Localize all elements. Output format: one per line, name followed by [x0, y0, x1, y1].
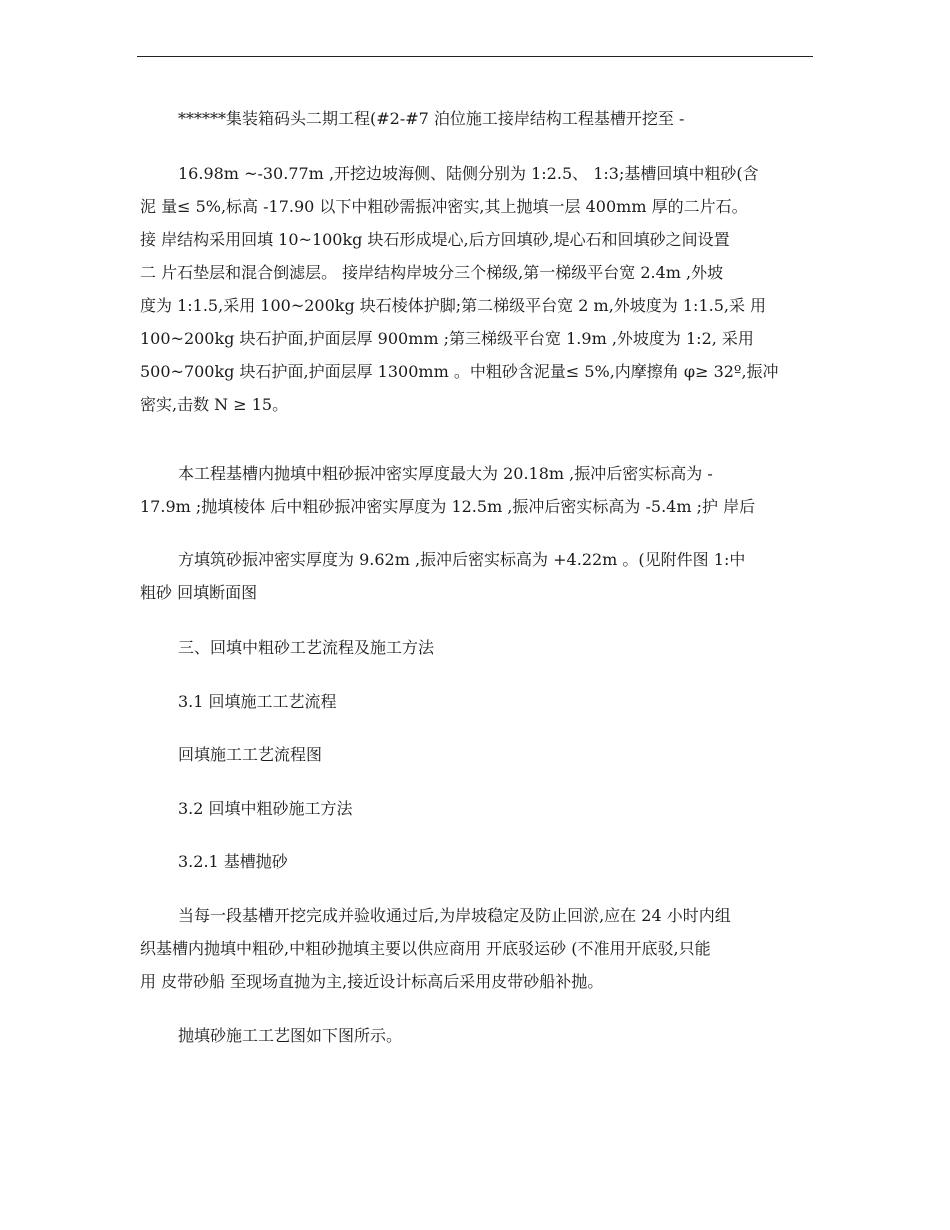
text-line: 织基槽内抛填中粗砂,中粗砂抛填主要以供应商用 开底驳运砂 (不准用开底驳,只能: [140, 939, 711, 958]
heading-text: 3.1 回填施工工艺流程: [178, 692, 337, 711]
heading-text: 三、回填中粗砂工艺流程及施工方法: [178, 638, 435, 657]
text-line: 度为 1:1.5,采用 100~200kg 块石棱体护脚;第二梯级平台宽 2 m,外坡度为 1:1.5,采 用: [140, 296, 767, 315]
text-line: 用 皮带砂船 至现场直抛为主,接近设计标高后采用皮带砂船补抛。: [140, 972, 604, 991]
text-line: 抛填砂施工工艺图如下图所示。: [178, 1026, 403, 1045]
paragraph-4: [140, 543, 810, 609]
text-line: 100~200kg 块石护面,护面层厚 900mm ;第三梯级平台宽 1.9m ,外坡度为 1:2, 采用: [140, 329, 754, 348]
text-line: 粗砂 回填断面图: [140, 583, 258, 602]
text-line: 16.98m ~-30.77m ,开挖边坡海侧、陆侧分别为 1:2.5、 1:3;基槽回填中粗砂(含: [178, 164, 759, 183]
heading-text: 3.2 回填中粗砂施工方法: [178, 799, 353, 818]
paragraph-3: [140, 457, 810, 523]
heading-text: 3.2.1 基槽抛砂: [178, 852, 288, 871]
text-line: 接 岸结构采用回填 10~100kg 块石形成堤心,后方回填砂,堤心石和回填砂之间设置: [140, 230, 730, 249]
subheading-3-1: [140, 685, 810, 718]
text-line: 密实,击数 N ≥ 15。: [140, 395, 289, 414]
text-line: 二 片石垫层和混合倒滤层。 接岸结构岸坡分三个梯级,第一梯级平台宽 2.4m ,外坡: [140, 263, 724, 282]
text-line: 当每一段基槽开挖完成并验收通过后,为岸坡稳定及防止回淤,应在 24 小时内组: [178, 906, 731, 925]
paragraph-5: [140, 899, 810, 998]
header-rule: [137, 56, 813, 57]
text-line: 500~700kg 块石护面,护面层厚 1300mm 。中粗砂含泥量≤ 5%,内摩擦角 φ≥ 32º,振冲: [140, 362, 779, 381]
paragraph-6: [140, 1019, 810, 1052]
caption-text: 回填施工工艺流程图: [178, 745, 323, 764]
subheading-3-2-1: [140, 845, 810, 878]
figure-label: [140, 738, 810, 771]
text-line: 本工程基槽内抛填中粗砂振冲密实厚度最大为 20.18m ,振冲后密实标高为 -: [178, 464, 713, 483]
paragraph-2: [140, 157, 810, 421]
section-heading-3: [140, 631, 810, 664]
text-line: ******集装箱码头二期工程(#2-#7 泊位施工接岸结构工程基槽开挖至 -: [178, 109, 685, 128]
text-line: 泥 量≤ 5%,标高 -17.90 以下中粗砂需振冲密实,其上抛填一层 400mm 厚的二片石。: [140, 197, 748, 216]
text-line: 17.9m ;抛填棱体 后中粗砂振冲密实厚度为 12.5m ,振冲后密实标高为 -5.4m ;护 岸后: [140, 497, 756, 516]
subheading-3-2: [140, 792, 810, 825]
paragraph-1: [140, 102, 810, 135]
text-line: 方填筑砂振冲密实厚度为 9.62m ,振冲后密实标高为 +4.22m 。(见附件图 1:中: [178, 550, 746, 569]
